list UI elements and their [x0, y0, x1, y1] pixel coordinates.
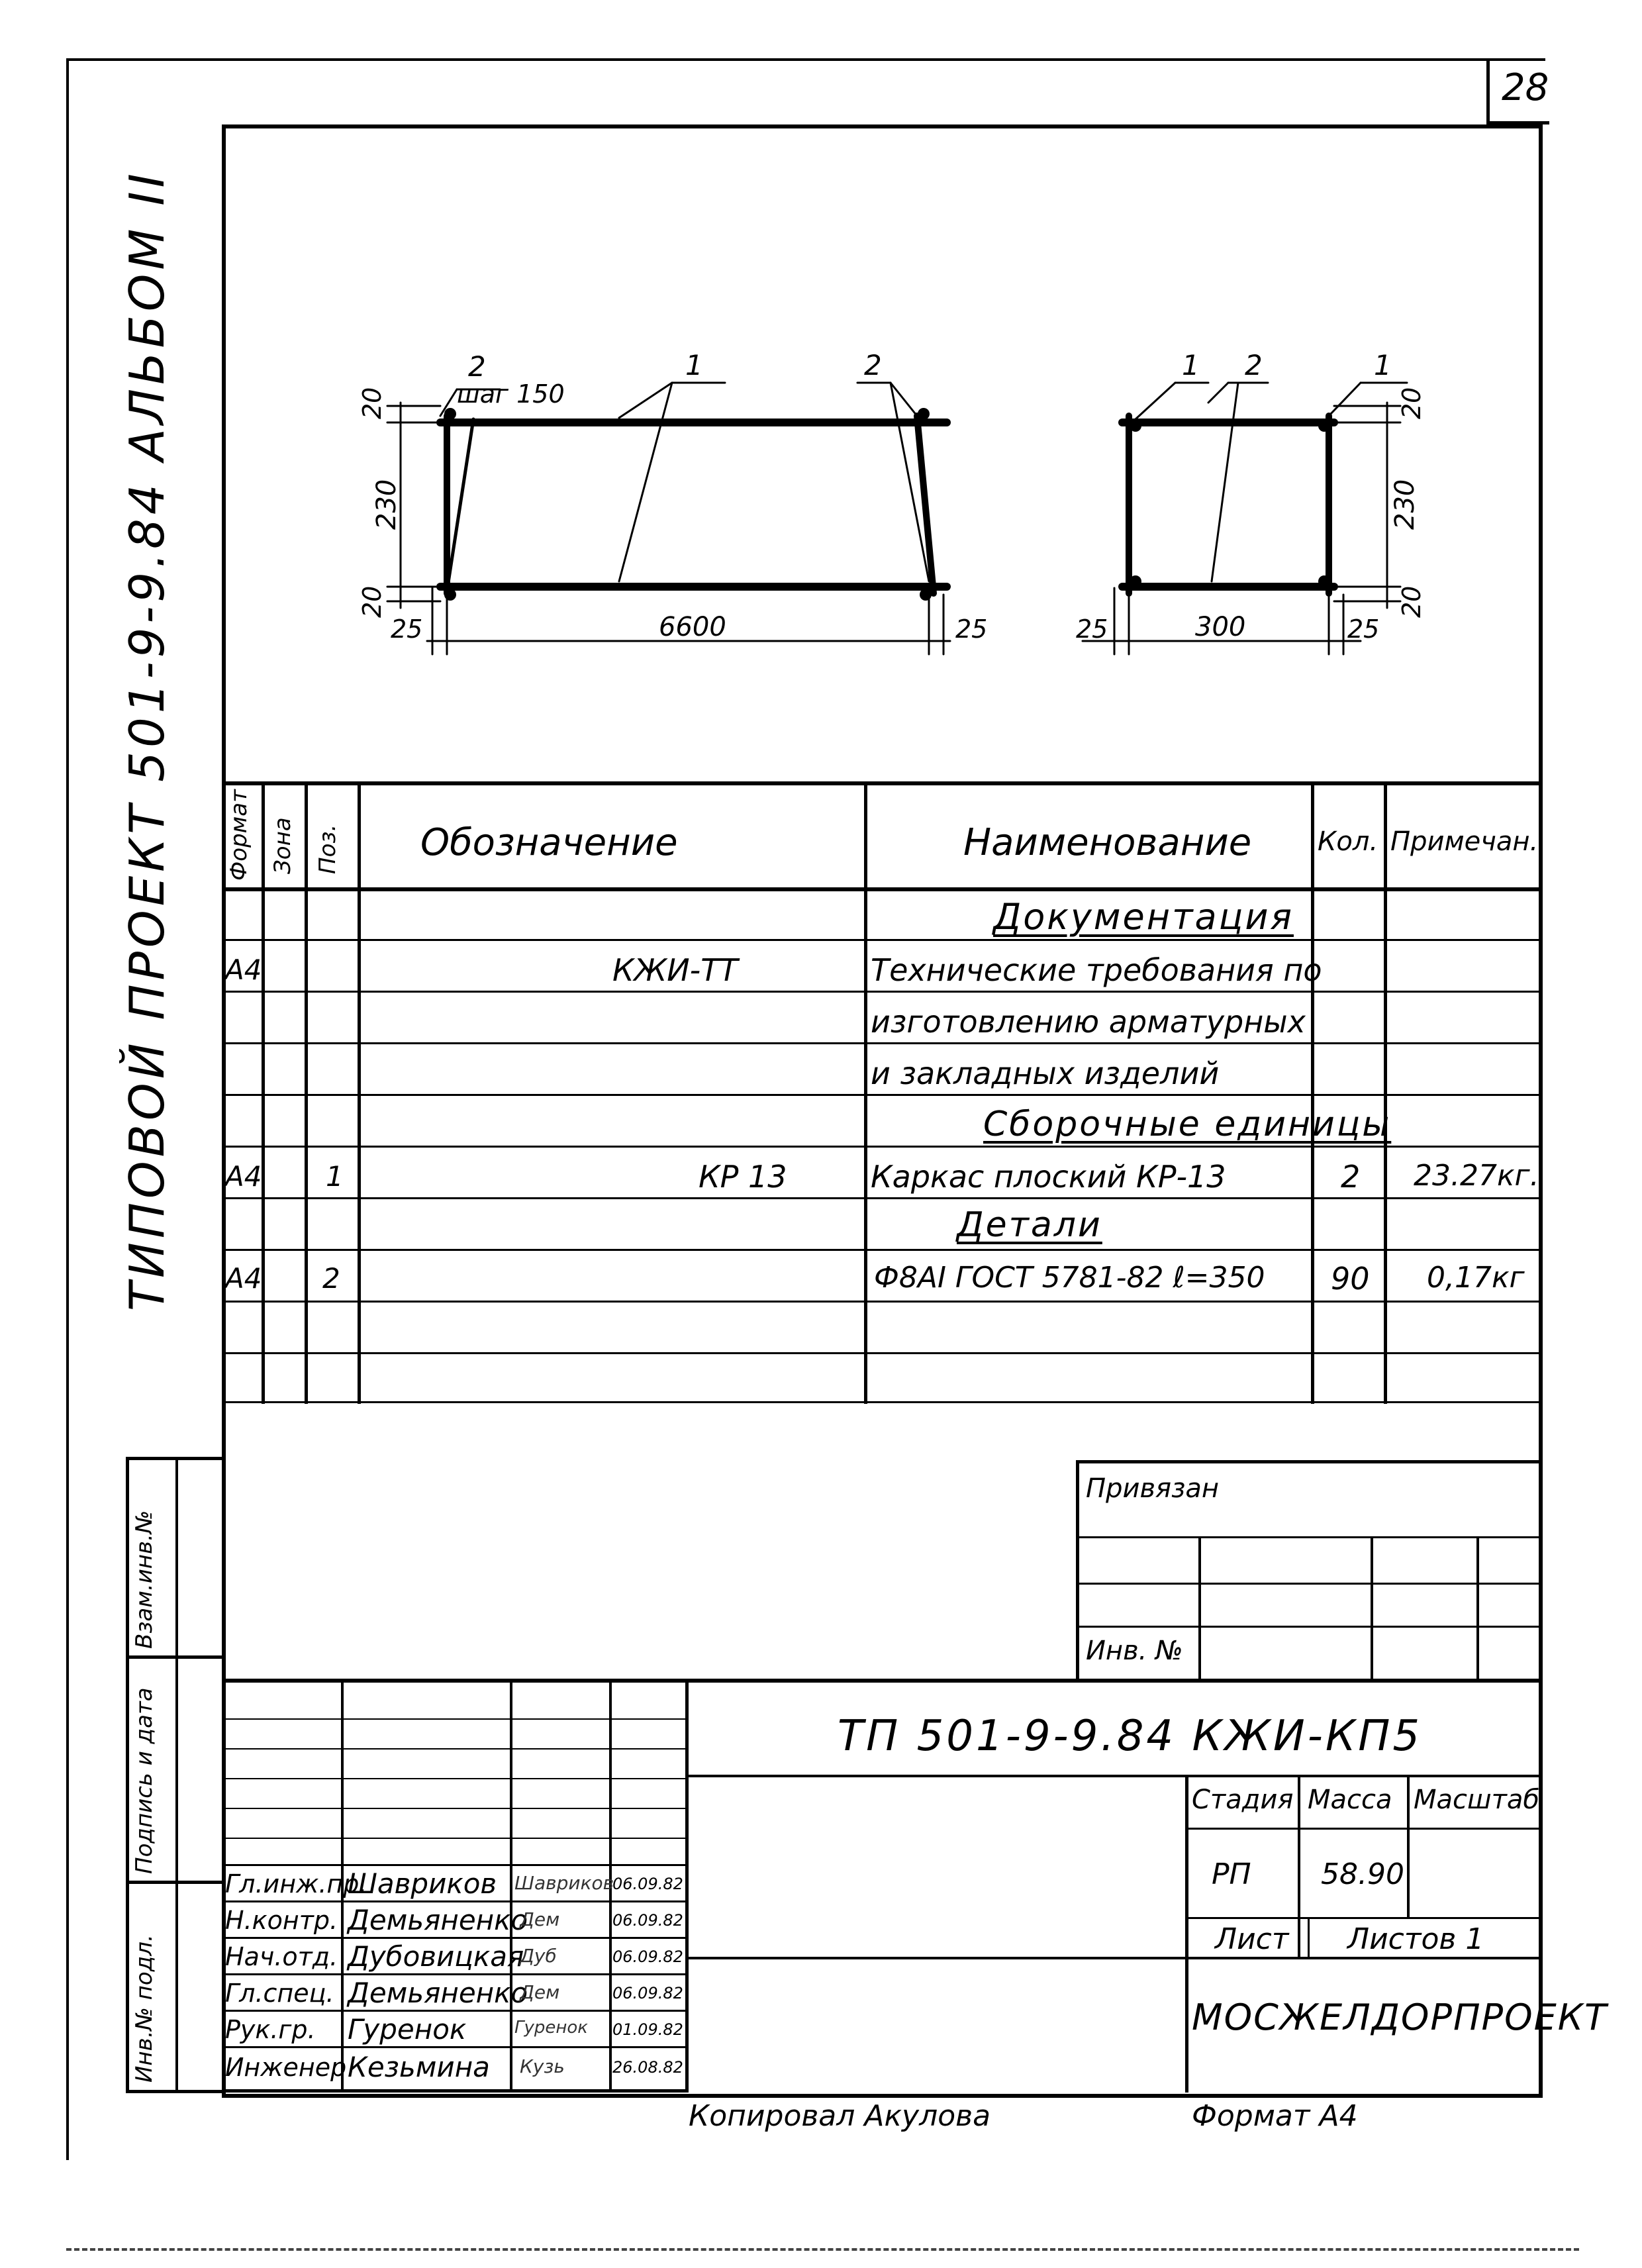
col-header-designation: Обозначение	[420, 821, 678, 864]
name-3: Дубовицкая	[348, 1940, 524, 1973]
d1-dim-length: 6600	[659, 612, 726, 642]
stadiya-label: Стадия	[1192, 1785, 1294, 1815]
section-documentation: Документация	[993, 896, 1294, 938]
date-1: 06.09.82	[612, 1875, 683, 1893]
massa-value: 58.90	[1321, 1857, 1404, 1891]
d1-dim-bot: 20	[358, 585, 387, 618]
side-label-vzam-inv: Взам.инв.№	[131, 1510, 158, 1649]
d1-dim-left: 25	[391, 615, 423, 644]
d2-dim-top: 20	[1397, 387, 1426, 419]
row1-format: А4	[225, 954, 262, 986]
row4-format: А4	[225, 1160, 262, 1193]
date-2: 06.09.82	[612, 1911, 683, 1930]
stadiya-value: РП	[1212, 1857, 1251, 1891]
sheet-number: 28	[1502, 66, 1549, 109]
masshtab-label: Масштаб	[1414, 1785, 1540, 1815]
organization: МОСЖЕЛДОРПРОЕКТ	[1192, 1997, 1608, 2038]
row5-pos: 2	[322, 1262, 340, 1295]
doc-code: ТП 501-9-9.84 КЖИ-КП5	[838, 1712, 1423, 1761]
row5-note: 0,17кг	[1427, 1261, 1525, 1295]
name-5: Гуренок	[348, 2013, 467, 2046]
row4-pos: 1	[326, 1160, 344, 1193]
side-title: ТИПОВОЙ ПРОЕКТ 501-9-9.84 АЛЬБОМ II	[119, 170, 175, 1311]
d1-dim-right: 25	[955, 615, 988, 644]
d2-dim-right: 25	[1347, 615, 1380, 644]
inv-no-label: Инв. №	[1086, 1636, 1183, 1666]
row3-name: и закладных изделий	[871, 1056, 1220, 1091]
row1-designation: КЖИ-ТТ	[612, 952, 738, 988]
section-details: Детали	[957, 1205, 1102, 1245]
row5-name: Ф8АI ГОСТ 5781-82 ℓ=350	[874, 1261, 1265, 1295]
side-label-inv-podl: Инв.№ подл.	[131, 1934, 158, 2083]
date-5: 01.09.82	[612, 2020, 683, 2039]
massa-label: Масса	[1308, 1785, 1392, 1815]
d2-label-c: 1	[1374, 349, 1392, 381]
side-stamp	[126, 1457, 225, 2093]
sheet-number-box	[1486, 58, 1549, 124]
sign-6: Кузь	[520, 2055, 565, 2077]
role-1: Гл.инж.пр.	[225, 1869, 367, 1898]
col-header-note: Примечан.	[1390, 826, 1539, 857]
privyazan-label: Привязан	[1086, 1473, 1220, 1504]
sign-5: Гуренок	[514, 2018, 588, 2038]
role-5: Рук.гр.	[225, 2015, 316, 2044]
row4-note: 23.27кг.	[1414, 1159, 1539, 1193]
side-label-podpis-data: Подпись и дата	[131, 1687, 158, 1874]
d1-label-step: шаг 150	[457, 379, 565, 409]
role-2: Н.контр.	[225, 1906, 338, 1935]
d1-label-pos2-left: 2	[468, 350, 486, 383]
date-3: 06.09.82	[612, 1948, 683, 1966]
col-header-qty: Кол.	[1318, 826, 1378, 857]
d1-label-pos1: 1	[685, 349, 703, 381]
listov-label: Листов 1	[1347, 1922, 1484, 1956]
row5-format: А4	[225, 1262, 262, 1295]
d2-label-a: 1	[1182, 349, 1200, 381]
d2-dim-length: 300	[1195, 612, 1246, 642]
list-label: Лист	[1215, 1922, 1289, 1956]
d2-dim-mid: 230	[1390, 479, 1420, 530]
format-note: Формат А4	[1192, 2099, 1358, 2133]
row4-name: Каркас плоский КР-13	[871, 1159, 1226, 1195]
d1-dim-mid: 230	[371, 479, 402, 530]
title-block	[222, 1679, 1608, 2093]
row4-qty: 2	[1341, 1159, 1361, 1195]
row1-name: Технические требования по	[871, 952, 1322, 988]
sign-3: Дуб	[520, 1945, 557, 1967]
name-6: Кезьмина	[348, 2051, 490, 2083]
d2-label-b: 2	[1245, 349, 1263, 381]
name-2: Демьяненко	[348, 1904, 528, 1936]
d2-dim-bot: 20	[1397, 585, 1426, 618]
d1-dim-top: 20	[358, 387, 387, 419]
col-header-zone: Зона	[269, 817, 296, 874]
row5-qty: 90	[1331, 1261, 1370, 1297]
d2-dim-left: 25	[1076, 615, 1108, 644]
sign-4: Дем	[520, 1981, 560, 2003]
row4-designation: КР 13	[699, 1159, 787, 1195]
d1-label-pos2-right: 2	[864, 349, 882, 381]
copied-by: Копировал Акулова	[689, 2099, 991, 2133]
col-header-format: Формат	[226, 789, 252, 881]
privyazan-block	[1076, 1460, 1543, 1679]
name-4: Демьяненко	[348, 1977, 528, 2009]
sign-2: Дем	[520, 1908, 560, 1930]
cut-line	[66, 2248, 1579, 2251]
name-1: Шавриков	[348, 1867, 497, 1900]
role-6: Инженер	[225, 2053, 347, 2082]
date-6: 26.08.82	[612, 2058, 683, 2077]
role-3: Нач.отд.	[225, 1942, 338, 1971]
sign-1: Шавриков	[514, 1872, 614, 1894]
spec-table	[222, 781, 1543, 1404]
date-4: 06.09.82	[612, 1984, 683, 2002]
section-assembly-units: Сборочные единицы	[983, 1105, 1392, 1144]
col-header-name: Наименование	[963, 821, 1252, 864]
role-4: Гл.спец.	[225, 1979, 334, 2008]
col-header-pos: Поз.	[314, 824, 341, 874]
row2-name: изготовлению арматурных	[871, 1004, 1306, 1040]
drawings	[222, 124, 1543, 787]
